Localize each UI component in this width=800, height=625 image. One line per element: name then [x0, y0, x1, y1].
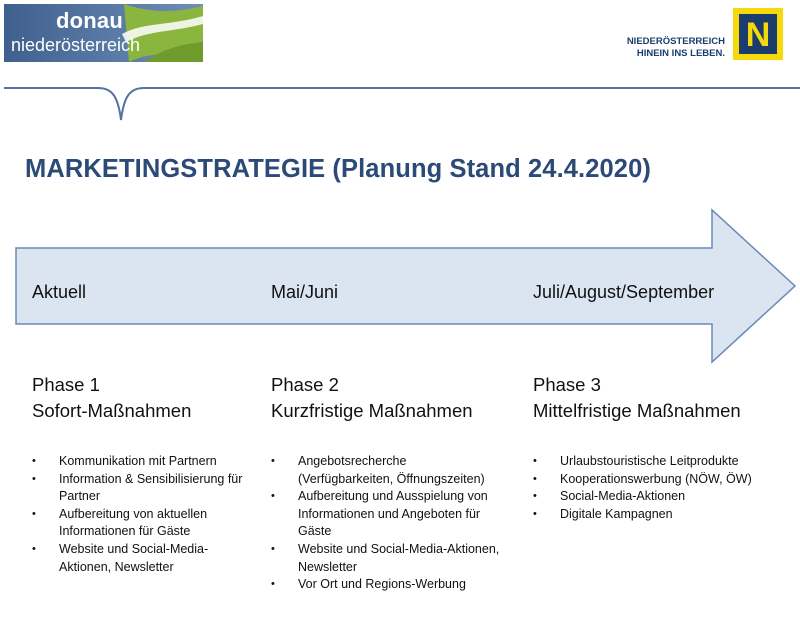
list-item: • Kommunikation mit Partnern — [32, 453, 254, 471]
phase-1-measures — [32, 453, 254, 576]
phase-3-heading — [533, 372, 741, 424]
donau-logo — [4, 4, 203, 62]
timeline-label-current: Aktuell — [32, 282, 87, 302]
list-item: • Aufbereitung und Ausspielung von Informationen und Angeboten für Gäste — [271, 488, 501, 541]
phase-1-subtitle: Sofort-Maßnahmen — [32, 400, 192, 421]
timeline-label-may-june: Mai/Juni — [271, 282, 339, 302]
noe-logo-line1: NIEDERÖSTERREICH — [626, 36, 725, 47]
noe-logo-line2: HINEIN INS LEBEN. — [636, 48, 725, 59]
list-item: • Social-Media-Aktionen — [533, 488, 783, 506]
list-item: • Urlaubstouristische Leitprodukte — [533, 453, 783, 471]
list-item: • Website und Social-Media-Aktionen, Newsletter — [271, 541, 501, 576]
phase-3-measures — [533, 453, 783, 523]
donau-logo-line1: donau — [56, 8, 123, 33]
noe-logo — [617, 6, 783, 62]
list-item: • Digitale Kampagnen — [533, 506, 783, 524]
list-item: • Information & Sensibilisierung für Partner — [32, 471, 254, 506]
donau-logo-line2: niederösterreich — [11, 35, 141, 55]
phase-3-subtitle: Mittelfristige Maßnahmen — [533, 400, 741, 421]
phase-1-heading — [32, 372, 191, 424]
timeline-label-july-september: Juli/August/September — [533, 282, 715, 302]
noe-n-icon — [733, 8, 783, 60]
phase-1-name: Phase 1 — [32, 374, 100, 395]
noe-logo-mark: N — [745, 16, 771, 54]
phase-2-subtitle: Kurzfristige Maßnahmen — [271, 400, 473, 421]
phase-3-name: Phase 3 — [533, 374, 601, 395]
list-item: • Website und Social-Media-Aktionen, Newsletter — [32, 541, 254, 576]
phase-2-name: Phase 2 — [271, 374, 339, 395]
page-title: MARKETINGSTRATEGIE (Planung Stand 24.4.2020) — [25, 155, 651, 183]
header-brace-divider — [0, 74, 800, 134]
list-item: • Vor Ort und Regions-Werbung — [271, 576, 501, 594]
phase-2-measures — [271, 453, 501, 594]
list-item: • Angebotsrecherche (Verfügbarkeiten, Öffnungszeiten) — [271, 453, 501, 488]
phase-2-heading — [271, 372, 473, 424]
list-item: • Aufbereitung von aktuellen Informationen für Gäste — [32, 506, 254, 541]
list-item: • Kooperationswerbung (NÖW, ÖW) — [533, 471, 783, 489]
